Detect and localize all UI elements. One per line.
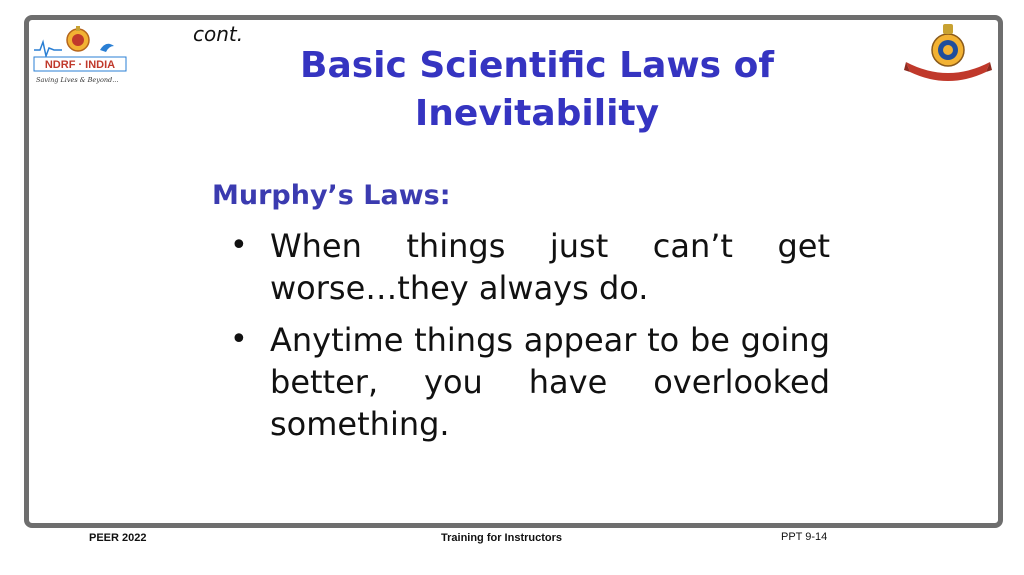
bullet-dot-icon: • xyxy=(230,322,248,357)
bullet-text: When things just can’t get worse…they always do. xyxy=(270,227,830,307)
slide-title: Basic Scientific Laws of Inevitability xyxy=(300,45,774,134)
footer-center-text: Training for Instructors xyxy=(441,532,563,544)
bullet-item xyxy=(230,319,830,445)
bullet-text: Anytime things appear to be going better, you have overlooked something. xyxy=(270,321,830,443)
footer-page-number: PPT 9-14 xyxy=(781,531,828,543)
ndrf-emblem-logo xyxy=(904,22,992,86)
ndrf-india-logo xyxy=(32,24,128,86)
slide-subtitle: Murphy’s Laws: xyxy=(212,180,451,211)
bullet-list xyxy=(230,225,830,455)
bullet-item xyxy=(230,225,830,309)
ndrf-logo-text: NDRF · INDIA xyxy=(44,59,116,71)
footer-left-text: PEER 2022 xyxy=(89,532,147,544)
ndrf-logo-tagline: Saving Lives & Beyond... xyxy=(36,76,119,84)
bullet-dot-icon: • xyxy=(230,228,248,263)
continued-label: cont. xyxy=(193,22,244,46)
